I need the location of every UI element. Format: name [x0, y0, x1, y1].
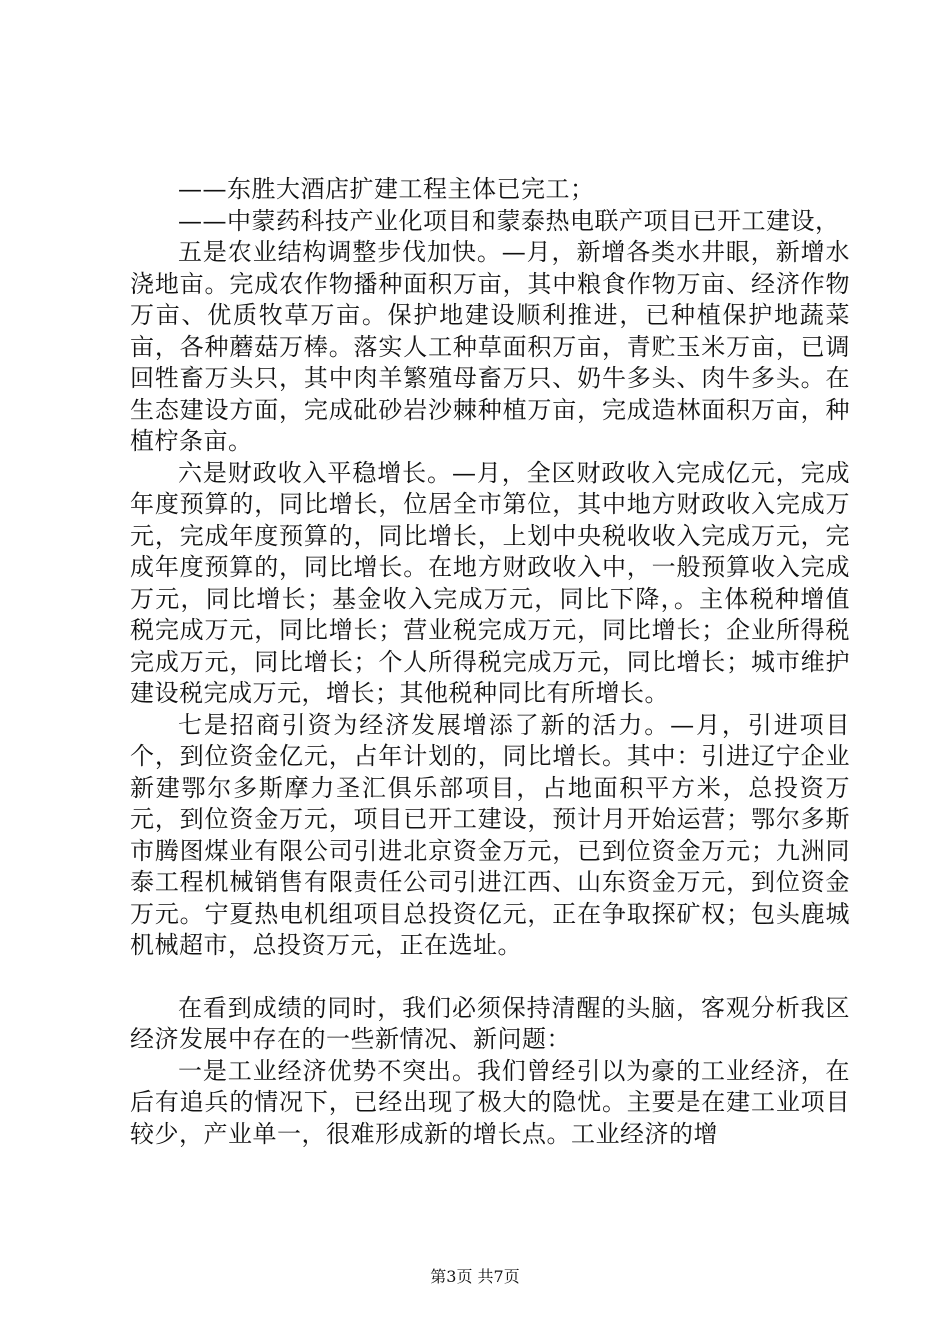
paragraph-dongsheng-hotel: ——东胜大酒店扩建工程主体已完工；: [178, 175, 595, 203]
paragraph-fiscal-revenue: 六是财政收入平稳增长。—月，全区财政收入完成亿元，完成年度预算的，同比增长，位居全市第位，其中地方财政收入完成万元，完成年度预算的，同比增长，上划中央税收收入完成万元，完成年度预算的，同比增长。在地方财政收入中，一般预算收入完成万元，同比增长；基金收入完成万元，同比下降，。主体税种增值税完成万元，同比增长；营业税完成万元，同比增长；企业所得税完成万元，同比增长；个人所得税完成万元，同比增长；城市维护建设税完成万元，增长；其他税种同比有所增长。: [130, 458, 850, 707]
document-body: [130, 174, 850, 1150]
paragraph-investment: 七是招商引资为经济发展增添了新的活力。—月，引进项目个，到位资金亿元，占年计划的，同比增长。其中：引进辽宁企业新建鄂尔多斯摩力圣汇俱乐部项目，占地面积平方米，总投资万元，到位资金万元，项目已开工建设，预计月开始运营；鄂尔多斯市腾图煤业有限公司引进北京资金万元，已到位资金万元；九洲同泰工程机械销售有限责任公司引进江西、山东资金万元，到位资金万元。宁夏热电机组项目总投资亿元，正在争取探矿权；包头鹿城机械超市，总投资万元，正在选址。: [130, 710, 850, 959]
paragraph-zhongmeng-project: ——中蒙药科技产业化项目和蒙泰热电联产项目已开工建设，: [178, 206, 840, 235]
paragraph-industrial-economy: 一是工业经济优势不突出。我们曾经引以为豪的工业经济，在后有追兵的情况下，已经出现了极大的隐忧。主要是在建工业项目较少，产业单一，很难形成新的增长点。工业经济的增: [130, 1056, 850, 1148]
page-number-footer: 第3页 共7页: [430, 1267, 520, 1286]
paragraph-agriculture: 五是农业结构调整步伐加快。—月，新增各类水井眼，新增水浇地亩。完成农作物播种面积万亩，其中粮食作物万亩、经济作物万亩、优质牧草万亩。保护地建设顺利推进，已种植保护地蔬菜亩，各种蘑菇万棒。落实人工种草面积万亩，青贮玉米万亩，已调回牲畜万头只，其中肉羊繁殖母畜万只、奶牛多头、肉牛多头。在生态建设方面，完成砒砂岩沙棘种植万亩，完成造林面积万亩，种植柠条亩。: [130, 238, 850, 455]
paragraph-problems-intro: 在看到成绩的同时，我们必须保持清醒的头脑，客观分析我区经济发展中存在的一些新情况、新问题：: [130, 993, 850, 1053]
